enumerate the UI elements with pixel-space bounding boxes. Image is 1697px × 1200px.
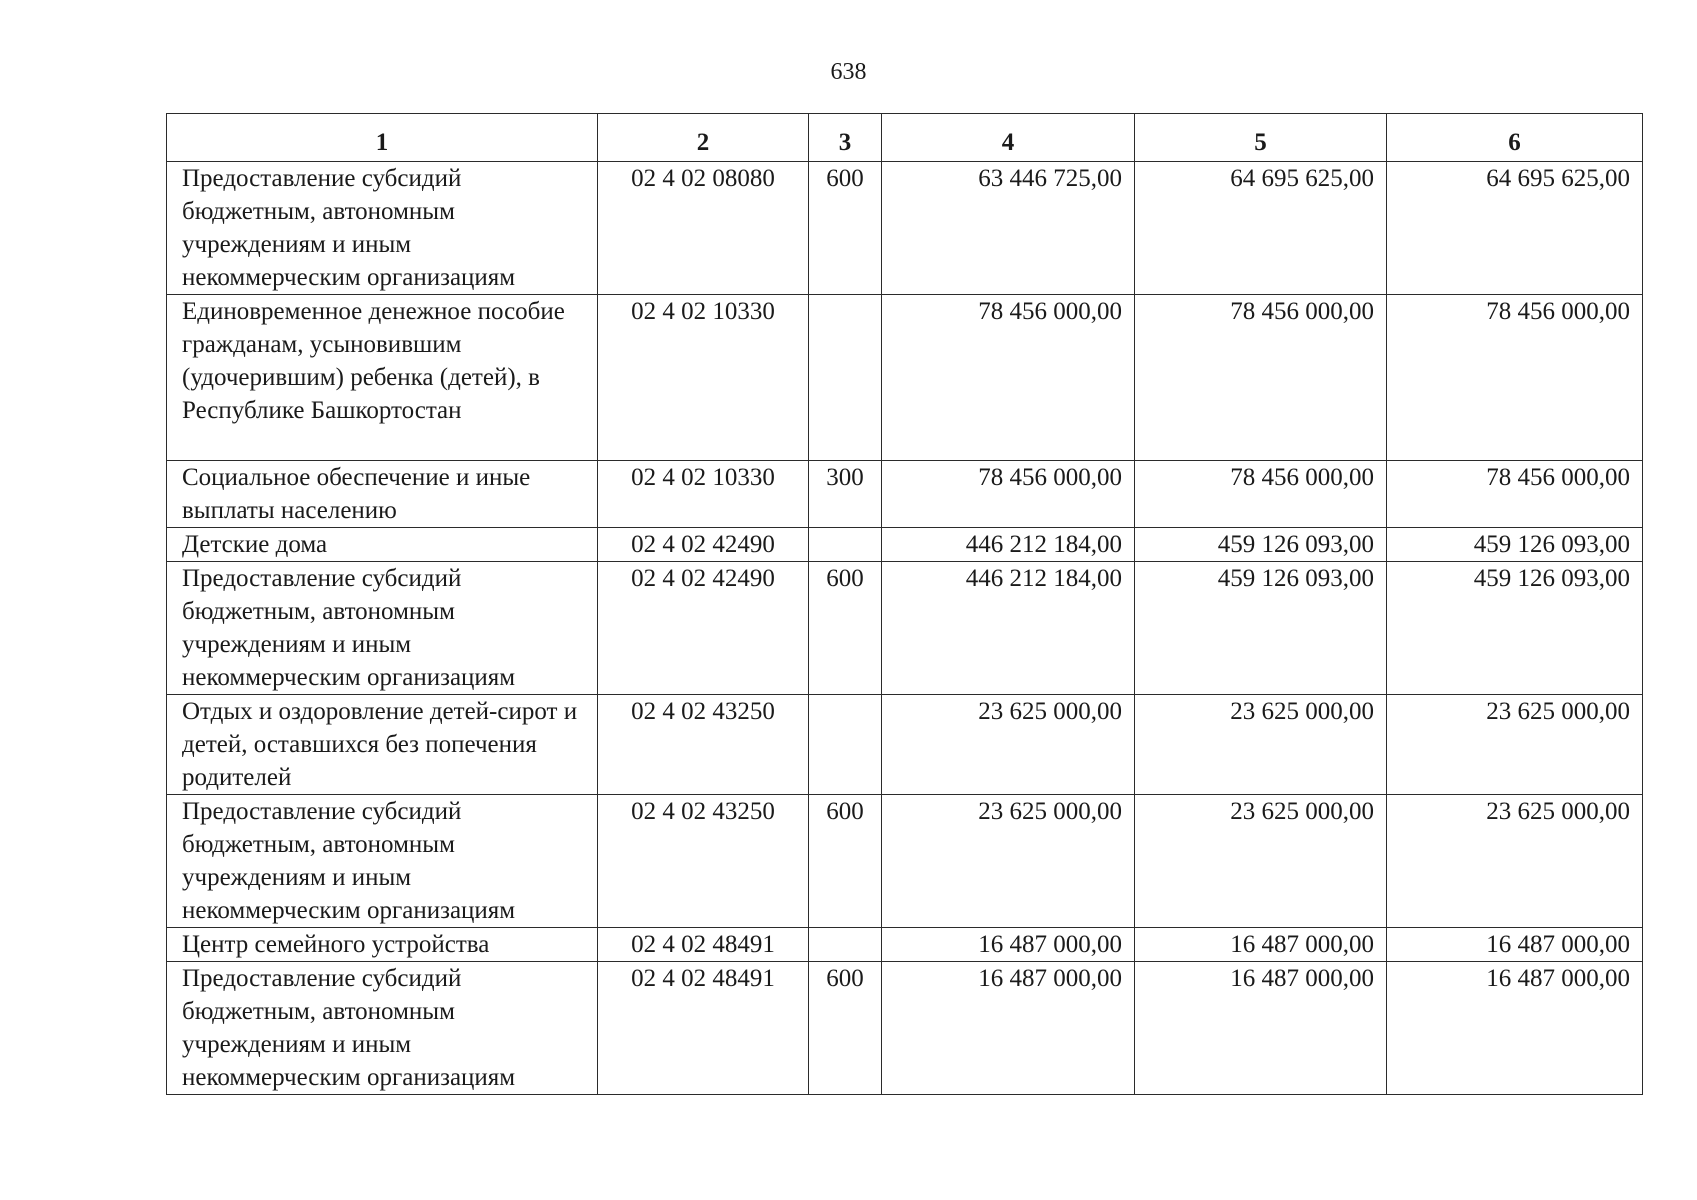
row-value-4: 63 446 725,00 — [882, 162, 1135, 295]
row-name: Предоставление субсидий бюджетным, автономным учреждениям и иным некоммерческим организациям — [167, 162, 598, 295]
row-value-6: 459 126 093,00 — [1387, 528, 1643, 562]
row-value-5: 459 126 093,00 — [1135, 528, 1387, 562]
row-name: Предоставление субсидий бюджетным, автономным учреждениям и иным некоммерческим организациям — [167, 962, 598, 1095]
row-value-5: 459 126 093,00 — [1135, 562, 1387, 695]
row-expense-type — [809, 528, 882, 562]
row-name: Единовременное денежное пособие гражданам, усыновившим (удочерившим) ребенка (детей), в Республике Башкортостан — [167, 295, 598, 461]
table-row — [167, 795, 1643, 928]
row-code: 02 4 02 10330 — [598, 295, 809, 461]
row-code: 02 4 02 42490 — [598, 528, 809, 562]
row-expense-type: 600 — [809, 562, 882, 695]
row-value-5: 23 625 000,00 — [1135, 695, 1387, 795]
row-value-4: 16 487 000,00 — [882, 928, 1135, 962]
row-name: Отдых и оздоровление детей-сирот и детей, оставшихся без попечения родителей — [167, 695, 598, 795]
row-expense-type: 600 — [809, 962, 882, 1095]
row-value-5: 78 456 000,00 — [1135, 461, 1387, 528]
row-value-4: 23 625 000,00 — [882, 795, 1135, 928]
column-header-3: 3 — [809, 114, 882, 162]
row-value-5: 78 456 000,00 — [1135, 295, 1387, 461]
row-expense-type — [809, 695, 882, 795]
row-value-4: 78 456 000,00 — [882, 295, 1135, 461]
row-code: 02 4 02 48491 — [598, 928, 809, 962]
row-code: 02 4 02 42490 — [598, 562, 809, 695]
row-value-4: 16 487 000,00 — [882, 962, 1135, 1095]
header-row — [167, 114, 1643, 162]
column-header-6: 6 — [1387, 114, 1643, 162]
row-value-5: 23 625 000,00 — [1135, 795, 1387, 928]
row-expense-type: 600 — [809, 795, 882, 928]
row-name: Детские дома — [167, 528, 598, 562]
row-name: Социальное обеспечение и иные выплаты населению — [167, 461, 598, 528]
row-code: 02 4 02 48491 — [598, 962, 809, 1095]
row-expense-type: 300 — [809, 461, 882, 528]
row-value-6: 64 695 625,00 — [1387, 162, 1643, 295]
row-code: 02 4 02 08080 — [598, 162, 809, 295]
table-row — [167, 928, 1643, 962]
table-body — [167, 162, 1643, 1095]
table-row — [167, 695, 1643, 795]
column-header-5: 5 — [1135, 114, 1387, 162]
table-row — [167, 162, 1643, 295]
row-value-5: 16 487 000,00 — [1135, 928, 1387, 962]
row-value-6: 23 625 000,00 — [1387, 695, 1643, 795]
row-value-6: 78 456 000,00 — [1387, 295, 1643, 461]
row-code: 02 4 02 43250 — [598, 795, 809, 928]
column-header-2: 2 — [598, 114, 809, 162]
row-value-5: 64 695 625,00 — [1135, 162, 1387, 295]
table-row — [167, 962, 1643, 1095]
column-header-4: 4 — [882, 114, 1135, 162]
row-expense-type — [809, 928, 882, 962]
row-value-6: 23 625 000,00 — [1387, 795, 1643, 928]
column-header-1: 1 — [167, 114, 598, 162]
row-value-6: 16 487 000,00 — [1387, 962, 1643, 1095]
row-name: Предоставление субсидий бюджетным, автономным учреждениям и иным некоммерческим организациям — [167, 795, 598, 928]
row-code: 02 4 02 10330 — [598, 461, 809, 528]
table-row — [167, 562, 1643, 695]
table-row — [167, 461, 1643, 528]
row-name: Центр семейного устройства — [167, 928, 598, 962]
row-value-4: 78 456 000,00 — [882, 461, 1135, 528]
row-name: Предоставление субсидий бюджетным, автономным учреждениям и иным некоммерческим организациям — [167, 562, 598, 695]
table-row — [167, 295, 1643, 461]
row-value-4: 446 212 184,00 — [882, 562, 1135, 695]
page-number: 638 — [830, 59, 867, 85]
row-expense-type — [809, 295, 882, 461]
row-value-4: 446 212 184,00 — [882, 528, 1135, 562]
row-expense-type: 600 — [809, 162, 882, 295]
budget-table — [166, 113, 1643, 1095]
row-value-6: 459 126 093,00 — [1387, 562, 1643, 695]
row-value-5: 16 487 000,00 — [1135, 962, 1387, 1095]
row-value-6: 78 456 000,00 — [1387, 461, 1643, 528]
row-value-4: 23 625 000,00 — [882, 695, 1135, 795]
row-code: 02 4 02 43250 — [598, 695, 809, 795]
table-row — [167, 528, 1643, 562]
table-header — [167, 114, 1643, 162]
row-value-6: 16 487 000,00 — [1387, 928, 1643, 962]
